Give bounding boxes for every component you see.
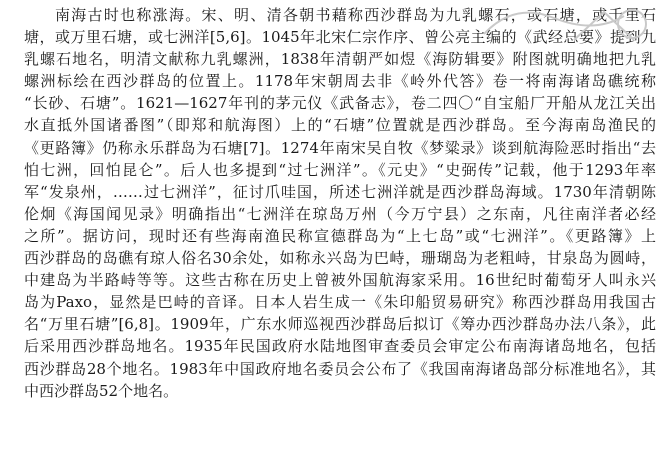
paragraph-line: 怕七洲，回怕昆仑”。后人也多提到“过七洲洋”。《元史》“史弼传”记载，他于1293年率 bbox=[24, 160, 656, 179]
paragraph-line: “长砂、石塘”。1621—1627年刊的茅元仪《武备志》，卷二四〇“自宝船厂开船从龙江关出 bbox=[24, 94, 656, 113]
paragraph-line: 水直抵外国诸番图”（即郑和航海图）上的“石塘”位置就是西沙群岛。至今海南岛渔民的 bbox=[24, 116, 656, 135]
paragraph-line: 中建岛为半路峙等等。这些古称在历史上曾被外国航海家采用。16世纪时葡萄牙人叫永兴 bbox=[24, 271, 656, 290]
paragraph-line: 西沙群岛的岛礁有琼人俗名30余处，如称永兴岛为巴峙，珊瑚岛为老粗峙，甘泉岛为圆峙， bbox=[24, 249, 656, 268]
paragraph-line: 塘，或万里石塘，或七洲洋[5,6]。1045年北宋仁宗作序、曾公亮主编的《武经总要》提到九 bbox=[24, 28, 656, 47]
body-paragraph bbox=[24, 4, 656, 402]
paragraph-line: 军“发泉州，……过七洲洋”，征讨爪哇国，所述七洲洋就是西沙群岛海域。1730年清朝陈 bbox=[24, 182, 656, 201]
paragraph-line: 后采用西沙群岛地名。1935年民国政府水陆地图审查委员会审定公布南海诸岛地名，包括 bbox=[24, 337, 656, 356]
paragraph-line: 《更路簿》仍称永乐群岛为石塘[7]。1274年南宋吴自牧《梦粱录》谈到航海险恶时指出“去 bbox=[24, 138, 656, 157]
paragraph-line: 乳螺石地名，明清文献称九乳螺洲，1838年清朝严如煜《海防辑要》附图就明确地把九乳 bbox=[24, 50, 656, 69]
paragraph-line: 之所”。据访问，现时还有些海南渔民称宣德群岛为“上七岛”或“七洲洋”。《更路簿》上 bbox=[24, 226, 656, 245]
paragraph-line: 中西沙群岛52个地名。 bbox=[24, 381, 179, 400]
paragraph-line: 伦炯《海国闻见录》明确指出“七洲洋在琼岛万州（今万宁县）之东南，凡往南洋者必经 bbox=[24, 204, 656, 223]
paragraph-line: 名“万里石塘”[6,8]。1909年，广东水师巡视西沙群岛后拟订《筹办西沙群岛办法八条》，此 bbox=[24, 315, 656, 334]
paragraph-line: 南海古时也称涨海。宋、明、清各朝书藉称西沙群岛为九乳螺石，或石塘，或千里石 bbox=[55, 6, 656, 24]
paragraph-line: 西沙群岛28个地名。1983年中国政府地名委员会公布了《我国南海诸岛部分标准地名》，其 bbox=[24, 359, 656, 378]
paragraph-line: 螺洲标绘在西沙群岛的位置上。1178年宋朝周去非《岭外代答》卷一将南海诸岛礁统称 bbox=[24, 72, 656, 91]
paragraph-line: 岛为Paxo，显然是巴峙的音译。日本人岩生成一《朱印船贸易研究》称西沙群岛用我国古 bbox=[24, 293, 656, 312]
